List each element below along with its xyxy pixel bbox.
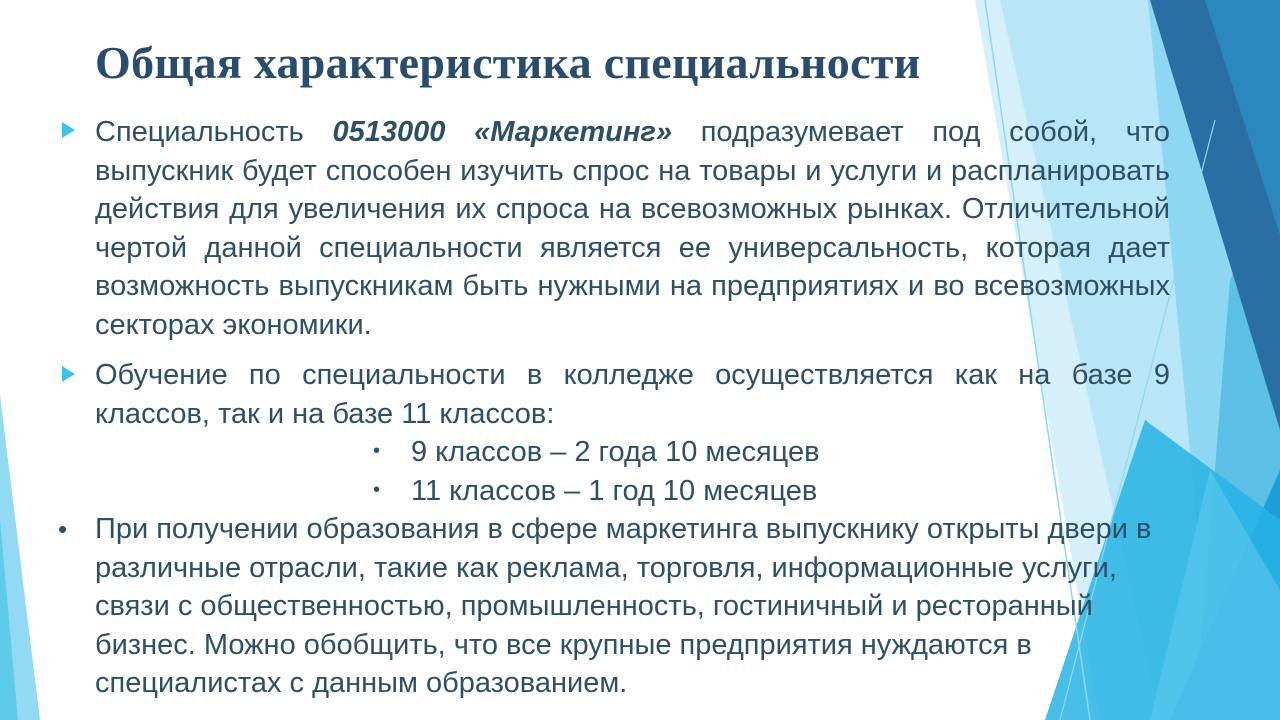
duration-item-label: 9 классов – 2 года 10 месяцев xyxy=(411,436,820,468)
paragraph-training: Обучение по специальности в колледже осуществляется как на базе 9 классов, так и на базе 11 классов: xyxy=(95,359,1170,430)
specialty-code-name: 0513000 «Маркетинг» xyxy=(332,116,673,148)
duration-item-label: 11 классов – 1 год 10 месяцев xyxy=(411,475,818,507)
duration-item-9 xyxy=(373,432,819,471)
duration-item-11 xyxy=(373,471,817,510)
paragraph-careers: При получении образования в сфере маркетинга выпускнику открыты двери в различные отрасли, такие как реклама, торговля, информационные услуги, связи с общественностью, промышленность, гостиничный и ресторанный бизнес. Можно обобщить, что все крупные предприятия нуждаются в специалистах с данным образованием. xyxy=(95,513,1152,699)
triangle-bullet-icon xyxy=(62,366,75,382)
paragraph-specialty xyxy=(95,113,1170,344)
slide-title: Общая характеристика специальности xyxy=(95,37,921,88)
triangle-bullet-icon xyxy=(62,122,75,138)
sub-bullet-icon: • xyxy=(373,479,381,501)
paragraph-body: подразумевает под собой, что выпускник будет способен изучить спрос на товары и услуги и распланировать действия для увеличения их спроса на всевозможных рынках. Отличительной чертой данной специальности является ее универсальность, которая дает возможность выпускникам быть нужными на предприятиях и во всевозможных секторах экономики. xyxy=(95,116,1170,341)
paragraph-lead: Специальность xyxy=(95,116,333,148)
sub-bullet-icon: • xyxy=(373,440,381,462)
round-bullet-icon: • xyxy=(58,514,68,544)
